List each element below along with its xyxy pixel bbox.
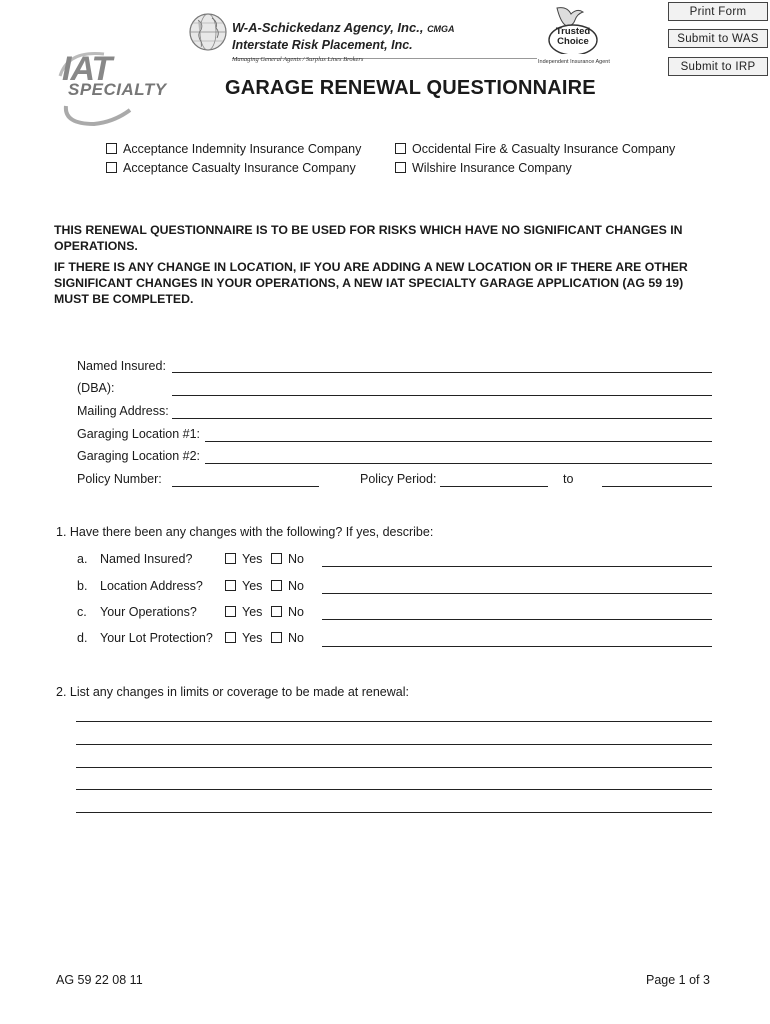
- q1d-yes-checkbox[interactable]: [225, 632, 236, 643]
- print-form-button[interactable]: Print Form: [668, 2, 768, 21]
- no-label: No: [288, 579, 304, 593]
- named-insured-input[interactable]: [172, 372, 712, 373]
- policy-number-input[interactable]: [172, 486, 319, 487]
- q2-answer-line[interactable]: [76, 767, 712, 768]
- q2-answer-line[interactable]: [76, 744, 712, 745]
- q2-answer-line[interactable]: [76, 721, 712, 722]
- q1-item-label: Your Operations?: [100, 605, 197, 619]
- q1-item-label: Named Insured?: [100, 552, 193, 566]
- logo-specialty: SPECIALTY: [68, 80, 167, 99]
- company-label: Occidental Fire & Casualty Insurance Company: [412, 142, 676, 156]
- q1a-no-checkbox[interactable]: [271, 553, 282, 564]
- page-number: Page 1 of 3: [646, 973, 710, 987]
- no-label: No: [288, 605, 304, 619]
- checkbox-acceptance-indemnity[interactable]: [106, 143, 117, 154]
- q1b-yes-checkbox[interactable]: [225, 580, 236, 591]
- named-insured-label: Named Insured:: [77, 359, 166, 373]
- agency-name: W-A-Schickedanz Agency, Inc., CMGA: [232, 20, 455, 35]
- garaging-location-1-label: Garaging Location #1:: [77, 427, 201, 441]
- form-id: AG 59 22 08 11: [56, 973, 143, 987]
- q1-item-letter: b.: [77, 579, 88, 593]
- submit-to-was-button[interactable]: Submit to WAS: [668, 29, 768, 48]
- no-label: No: [288, 631, 304, 645]
- q1-item-letter: c.: [77, 605, 87, 619]
- policy-period-start-input[interactable]: [440, 486, 548, 487]
- q2-answer-line[interactable]: [76, 812, 712, 813]
- question-1: 1. Have there been any changes with the following? If yes, describe:: [56, 525, 434, 539]
- checkbox-occidental-fire[interactable]: [395, 143, 406, 154]
- q1d-no-checkbox[interactable]: [271, 632, 282, 643]
- q2-answer-line[interactable]: [76, 789, 712, 790]
- q1-item-letter: a.: [77, 552, 88, 566]
- q1-item-label: Location Address?: [100, 579, 203, 593]
- no-label: No: [288, 552, 304, 566]
- q1c-describe-input[interactable]: [322, 619, 712, 620]
- yes-label: Yes: [242, 552, 263, 566]
- dba-input[interactable]: [172, 395, 712, 396]
- question-2: 2. List any changes in limits or coverage to be made at renewal:: [56, 685, 409, 699]
- notice-paragraph-1: THIS RENEWAL QUESTIONNAIRE IS TO BE USED FOR RISKS WHICH HAVE NO SIGNIFICANT CHANGES IN OPERATIONS.: [54, 223, 683, 253]
- mailing-address-input[interactable]: [172, 418, 712, 419]
- agency-tagline: Managing General Agents / Surplus Lines Brokers: [232, 56, 364, 63]
- company-name: Interstate Risk Placement, Inc.: [232, 38, 413, 52]
- policy-period-label: Policy Period:: [360, 472, 437, 486]
- company-label: Wilshire Insurance Company: [412, 161, 572, 175]
- notice-paragraph-2: IF THERE IS ANY CHANGE IN LOCATION, IF YOU ARE ADDING A NEW LOCATION OR IF THERE ARE OTHER SIGNIFICANT CHANGES IN YOUR OPERATIONS, A NEW IAT SPECIALTY GARAGE APPLICATION (AG 59 19) MUST BE COMPLETED.: [54, 260, 688, 306]
- q1b-no-checkbox[interactable]: [271, 580, 282, 591]
- checkbox-acceptance-casualty[interactable]: [106, 162, 117, 173]
- mailing-address-label: Mailing Address:: [77, 404, 169, 418]
- dba-label: (DBA):: [77, 381, 115, 395]
- page-title: GARAGE RENEWAL QUESTIONNAIRE: [225, 77, 596, 99]
- company-label: Acceptance Casualty Insurance Company: [123, 161, 356, 175]
- yes-label: Yes: [242, 605, 263, 619]
- q1a-yes-checkbox[interactable]: [225, 553, 236, 564]
- garaging-location-1-input[interactable]: [205, 441, 712, 442]
- q1c-yes-checkbox[interactable]: [225, 606, 236, 617]
- checkbox-wilshire[interactable]: [395, 162, 406, 173]
- trusted-choice-caption: Independent Insurance Agent: [538, 59, 610, 65]
- q1b-describe-input[interactable]: [322, 593, 712, 594]
- yes-label: Yes: [242, 579, 263, 593]
- q1-item-label: Your Lot Protection?: [100, 631, 213, 645]
- q1-item-letter: d.: [77, 631, 88, 645]
- garaging-location-2-label: Garaging Location #2:: [77, 449, 201, 463]
- q1c-no-checkbox[interactable]: [271, 606, 282, 617]
- trusted-choice-text: Trusted Choice: [555, 26, 591, 47]
- globe-icon: [188, 12, 228, 52]
- q1d-describe-input[interactable]: [322, 646, 712, 647]
- submit-to-irp-button[interactable]: Submit to IRP: [668, 57, 768, 76]
- q1a-describe-input[interactable]: [322, 566, 712, 567]
- garaging-location-2-input[interactable]: [205, 463, 712, 464]
- policy-number-label: Policy Number:: [77, 472, 162, 486]
- logo-iat: IAT: [62, 50, 112, 88]
- company-label: Acceptance Indemnity Insurance Company: [123, 142, 362, 156]
- policy-period-to-label: to: [563, 472, 574, 486]
- policy-period-end-input[interactable]: [602, 486, 712, 487]
- yes-label: Yes: [242, 631, 263, 645]
